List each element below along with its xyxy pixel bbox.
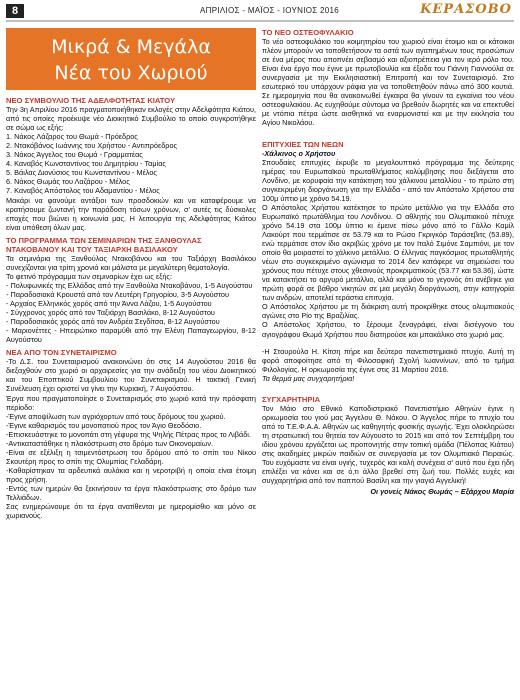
list-item: 3. Νάκος Άγγελος του Θωμά - Γραμματέας bbox=[6, 150, 143, 160]
article-text: Τον Μάιο στο Εθνικό Καποδιστριακό Πανεπιστήμιο Αθηνών έγινε η ορκωμοσία του γιού μας Άγγελου Θ. Νάκου. Ο Άγγελος πήρε το πτυχίο του από το Τ.Ε.Φ.Α.Α. Αθηνών ως καθηγητής φυσικής αγωγής. Έχει ολοκληρώσει τη στρατιωτική του θητεία τον Αύγουστο το 2015 και από τον Σεπτέμβρη του ιδίου χρόνου εργάζεται ως προπονητής στην τοπική ομάδα (Πέλοπας Κιάτου) στις ακαδημίες μικρών παιδιών σε συνεργασία με τον Ολυμπιακό Πειραιώς. Του ευχόμαστε να είναι υγιής, τυχερός και καλή συνέχεια σ' αυτό που έχει ήδη επιλέξει να κάνει και σε ό,τι άλλο βρεθεί στη ζωή του. Πολλές ευχές και συγχαρητήρια από τον παππού Βασίλη και την γιαγιά Αγγελική! bbox=[262, 403, 514, 486]
seminars-list bbox=[6, 281, 256, 344]
article-text: -Το Δ.Σ. του Συνεταιρισμού ανακοινώνει ότι στις 14 Αυγούστου 2016 θα διεξαχθούν στο χωριό οι αρχαιρεσίες για την ανάδειξη του νέου Διοικητικού και του Εποπτικού Συμβουλίου του Συνεταιρισμού. Η τακτική Γενική Συνέλευση έχει οριστεί να γίνει την Κυριακή, 7 Αυγούστου. bbox=[6, 357, 256, 394]
cooperative-works-list bbox=[6, 412, 256, 521]
page-header bbox=[0, 0, 520, 22]
article-text: Το νέο οστεοφυλάκιο του κοιμητηρίου του χωριού είναι έτοιμο και οι κάτοικοι πλέον μπορούν να τοποθετήσουν τα οστά των αγαπημένων τους προσώπων σε ένα μέρος που αποπνέει σεβασμό και αξιοπρέπεια για τον ιερό ρόλο του. Είναι ένα έργο που έγινε με πρωτοβουλία και έξοδα του Γιάννη Γιαννούλα σε συνεργασία με την Εκκλησιαστική Επιτροπή και τον Συνεταιρισμό. Στο εσωτερικό του υπάρχουν ράφια για να τοποθετηθούν πάνω από 300 κουτιά. Σε ημερομηνία που θα ανακοινωθεί έγκαιρα θα γίνουν τα εγκαίνια του νέου οστεοφυλακίου. Ας ευχηθούμε σύντομα να βρεθούν δωρητές και να επεκτυθεί με ντόπια πέτρα ώστε αισθητικά να εναρμονιστεί και με την εκκλησία του Αγίου Νικολάου. bbox=[262, 37, 514, 128]
list-item: - Παραδοσιακός χορός από τον Ανδρέα Σεγδίτσα, 8-12 Αυγούστου bbox=[6, 317, 220, 327]
list-item: - Αρχαίος Ελληνικός χορός από την Άννα Λάζου, 1-5 Αυγούστου bbox=[6, 299, 212, 309]
article-text: Τα σεμινάρια της Ξανθούλας Ντακοβάνου και του Ταξιάρχη Βασιλάκου συνεχίζονται για τρίτη χρονιά και μάλιστα με μεγαλύτερη θεματολογία. bbox=[6, 253, 256, 272]
article-text: Ο Απόστολος Χρήστου, το ξέρουμε ξεναγράφει, είναι δισέγγονο του αγιογράφου Θωμά Χρήστου που διατηρούσε και μπακάλικο στο χωριό μας. bbox=[262, 320, 514, 339]
spacer bbox=[262, 339, 514, 347]
article-text: Τα θερμά μας συγχαρητήρια! bbox=[262, 373, 355, 383]
article-subtitle: -Χάλκινος ο Χρήστου bbox=[262, 148, 336, 158]
title-line: ΝΤΑΚΟΒΑΝΟΥ ΚΑΙ ΤΟΥ ΤΑΞΙΑΡΧΗ ΒΑΣΙΛΑΚΟΥ bbox=[6, 244, 178, 254]
article-title-youth-success: ΕΠΙΤΥΧΙΕΣ ΤΩΝ ΝΕΩΝ bbox=[262, 139, 344, 149]
article-text: Έργα που πραγματοποίησε ο Συνεταιρισμός στο χωριό κατά την πρόσφατη περίοδο: bbox=[6, 393, 256, 412]
right-column bbox=[262, 28, 514, 496]
board-members-list bbox=[6, 132, 256, 195]
list-item: 7. Καναβός Απόστολος του Αδαμαντίου - Μέλος bbox=[6, 186, 160, 196]
list-item: - Σύγχρονος χορός από τον Ταξιάρχη Βασιλάκο, 8-12 Αυγούστου bbox=[6, 308, 215, 318]
article-text: Την 3η Απριλίου 2016 πραγματοποιήθηκαν εκλογές στην Αδελφότητα Κιάτου, από τις οποίες προέκυψε νέο Διοικητικό Συμβούλιο το οποίο συγκροτήθηκε σε σώμα ως εξής: bbox=[6, 105, 256, 133]
article-title-kiato-board: ΝΕΟ ΣΥΜΒΟΥΛΙΟ ΤΗΣ ΑΔΕΛΦΟΤΗΤΑΣ ΚΙΑΤΟΥ bbox=[6, 96, 176, 105]
list-item: -Επισκευάστηκε το μονοπάτι στη γέφυρα της Ψηλής Πέτρας προς το Λιβάδι. bbox=[6, 429, 251, 439]
list-item: 4. Καναβός Κωνσταντίνος του Δημητρίου - Ταμίας bbox=[6, 159, 166, 169]
list-item: 1. Νάκος Λάζαρος του Θωμά - Πρόεδρος bbox=[6, 132, 138, 142]
page-number: 8 bbox=[6, 4, 24, 18]
list-item: - Παραδοσιακά Κρουστά από τον Λευτέρη Γρηγορίου, 3-5 Αυγούστου bbox=[6, 289, 229, 299]
list-item: -Έγινε καθαρισμός του μονοπατιού προς τον Άγιο Θεοδόσιο. bbox=[6, 420, 202, 430]
article-signature: Οι γονείς Νάκος Θωμάς – Εξάρχου Μαρία bbox=[370, 487, 514, 497]
banner-line-1: Μικρά & Μεγάλα bbox=[51, 36, 211, 58]
article-title-ossuary: ΤΟ ΝΕΟ ΟΣΤΕΟΦΥΛΑΚΙΟ bbox=[262, 28, 354, 37]
list-item: -Αντικαταστάθηκε η πλακόστρωση στο δρόμο των Οικονομαίων. bbox=[6, 438, 214, 448]
list-item: -Έγινε αποψίλωση των αγριόχορτων από τους δρόμους του χωριού. bbox=[6, 411, 226, 421]
article-text: Μακάρι να φανούμε αντάξιοι των προσδοκιών και να καταφέρουμε να κρατήσουμε ζωντανή την παράδοση τόσων χρόνων, σ' αυτές τις δύσκολες εποχές που βιώνει η κοινωνία μας. Η λειτουργία της Αδελφότητας Κιάτου είναι υπόθεση όλων μας. bbox=[6, 195, 256, 232]
article-text: Το φετινό πρόγραμμα των σεμιναρίων έχει ως εξής: bbox=[6, 271, 172, 281]
article-title-congratulations: ΣΥΓΧΑΡΗΤΗΡΙΑ bbox=[262, 394, 321, 404]
list-item: -Καθαρίστηκαν τα αρδευτικά αυλάκια και η νεροτριβή η οποία είναι έτοιμη προς χρήση. bbox=[6, 465, 256, 484]
article-text: -Η Σταυρούλα Η. Κίτση πήρε και δεύτερο πανεπιστημιακό πτυχίο. Αυτή τη φορά αποφοίτησε από τη Φιλοσοφική Σχολή Ιωαννίνων, από το τμήμα Φιλολογίας. Η ορκωμοσία της έγινε στις 31 Μαρτίου 2016. bbox=[262, 346, 514, 374]
article-text: Ο Απόστολος Χρήστου κατέκτησε το πρώτο μετάλλιο για την Ελλάδα στο Ευρωπαϊκό πρωτάθλημα του Λονδίνου. Ο αθλητής του Ολυμπιακού πέτυχε χρόνο 54.19 στα 100μ ύπτιο κι έμεινε πίσω μόνο από το Γάλλο Καμίλ Λακούρτ που τερμάτισε σε 53.79 και το Ρώσο Γκριγκόρ Ταράσεβιτς (53.89), ενώ τερμάτισε στον ίδιο ακριβώς χρόνο με τον Ιταλό Σιμόνε Σαμπιόνι, με τον οποίο θα μοιραστεί το χάλκινο μετάλλιο. Ο έλληνας παγκόσμιος πρωταθλητής νέων στο συγκεκριμένο αγώνισμα το 2014 δεν κατάφερε να σημειώσει του χρόνους που πέτυχε στους χθεσινούς προκριματικούς (53.77 και 53.36), ώστε να κατακτήσει το αργυρό μετάλλιο, αλλά και μόνο το γεγονός ότι ανέβηκε για πρώτη φορά σε βάθρο νικητών σε μια μεγάλη διοργάνωση, στην κατηγορία των ανδρών, αποτελεί τεράστια επιτυχία. bbox=[262, 202, 514, 303]
list-item: - Μαριονέττες - Ηπειρώτικο παραμύθι από την Ελένη Παπαγεωργίου, 8-12 Αυγούστου bbox=[6, 326, 256, 345]
header-divider bbox=[6, 20, 514, 22]
list-item: -Είναι σε εξέλιξη η τσιμεντόστρωση του δρόμου από το σπίτι του Νίκου Σκουτέρη προς το σπίτι της Ολυμπίας Γελαδάρη. bbox=[6, 447, 256, 466]
article-text: Σπουδαίες επιτυχίες έκρυβε το μεγαλουπτικό πρόγραμμα της δεύτερης ημέρας του Ευρωπαϊκού πρωταθλήματος κολύμβησης που διεξάγεται στο Λονδίνο, με κορυφαία την κατάκτηση του χάλκινου μεταλλίου - το πρώτο στη συγκεκριμένη διοργάνωση για την Ελλάδα - από τον Απόστολο Χρήστου στα 100μ ύπτιο με χρόνο 54.19. bbox=[262, 157, 514, 203]
list-item: - Πολυφωνικές της Ελλάδας από την Ξανθούλα Ντακοβάνου, 1-5 Αυγούστου bbox=[6, 280, 253, 290]
left-column bbox=[6, 28, 256, 520]
article-text: Ο Απόστολος Χρήστου με τη διάκριση αυτή προκρίθηκε στους ολυμπιακούς αγώνες στο Ρίο της Βραζιλίας. bbox=[262, 302, 514, 321]
section-banner bbox=[6, 28, 256, 90]
title-line: ΤΟ ΠΡΟΓΡΑΜΜΑ ΤΩΝ ΣΕΜΙΝΑΡΙΩΝ ΤΗΣ ΞΑΝΘΟΥΛΑΣ bbox=[6, 235, 202, 245]
list-item: -Εντός των ημερών θα ξεκινήσουν τα έργα πλακόστρωσης στο δρόμο των Τελλιάδων. bbox=[6, 483, 256, 503]
list-item: 6. Νάκος Θωμάς του Λαζάρου - Μέλος bbox=[6, 177, 130, 187]
article-title-cooperative: ΝΕΑ ΑΠΟ ΤΟΝ ΣΥΝΕΤΑΙΡΙΣΜΟ bbox=[6, 348, 117, 358]
article-title-seminars bbox=[6, 236, 256, 254]
spacer bbox=[262, 383, 514, 391]
issue-dateline: ΑΠΡΙΛΙΟΣ - ΜΑΪΟΣ - ΙΟΥΝΙΟΣ 2016 bbox=[200, 6, 340, 15]
list-item: Σας ενημερώνουμε ότι τα έργα ανατίθενται με ημερομίσθιο και μόνο σε χωριανούς. bbox=[6, 502, 256, 521]
spacer bbox=[262, 128, 514, 136]
list-item: 5. Βάιλας Διονύσιος του Κωνσταντίνου - Μέλος bbox=[6, 168, 157, 178]
list-item: 2. Ντακόβάνος Ιωάννης του Χρήστου - Αντιπρόεδρος bbox=[6, 141, 178, 151]
newspaper-brand: ΚΕΡΑΣΟΒΟ bbox=[420, 2, 512, 17]
banner-line-2: Νέα του Χωριού bbox=[54, 62, 208, 84]
